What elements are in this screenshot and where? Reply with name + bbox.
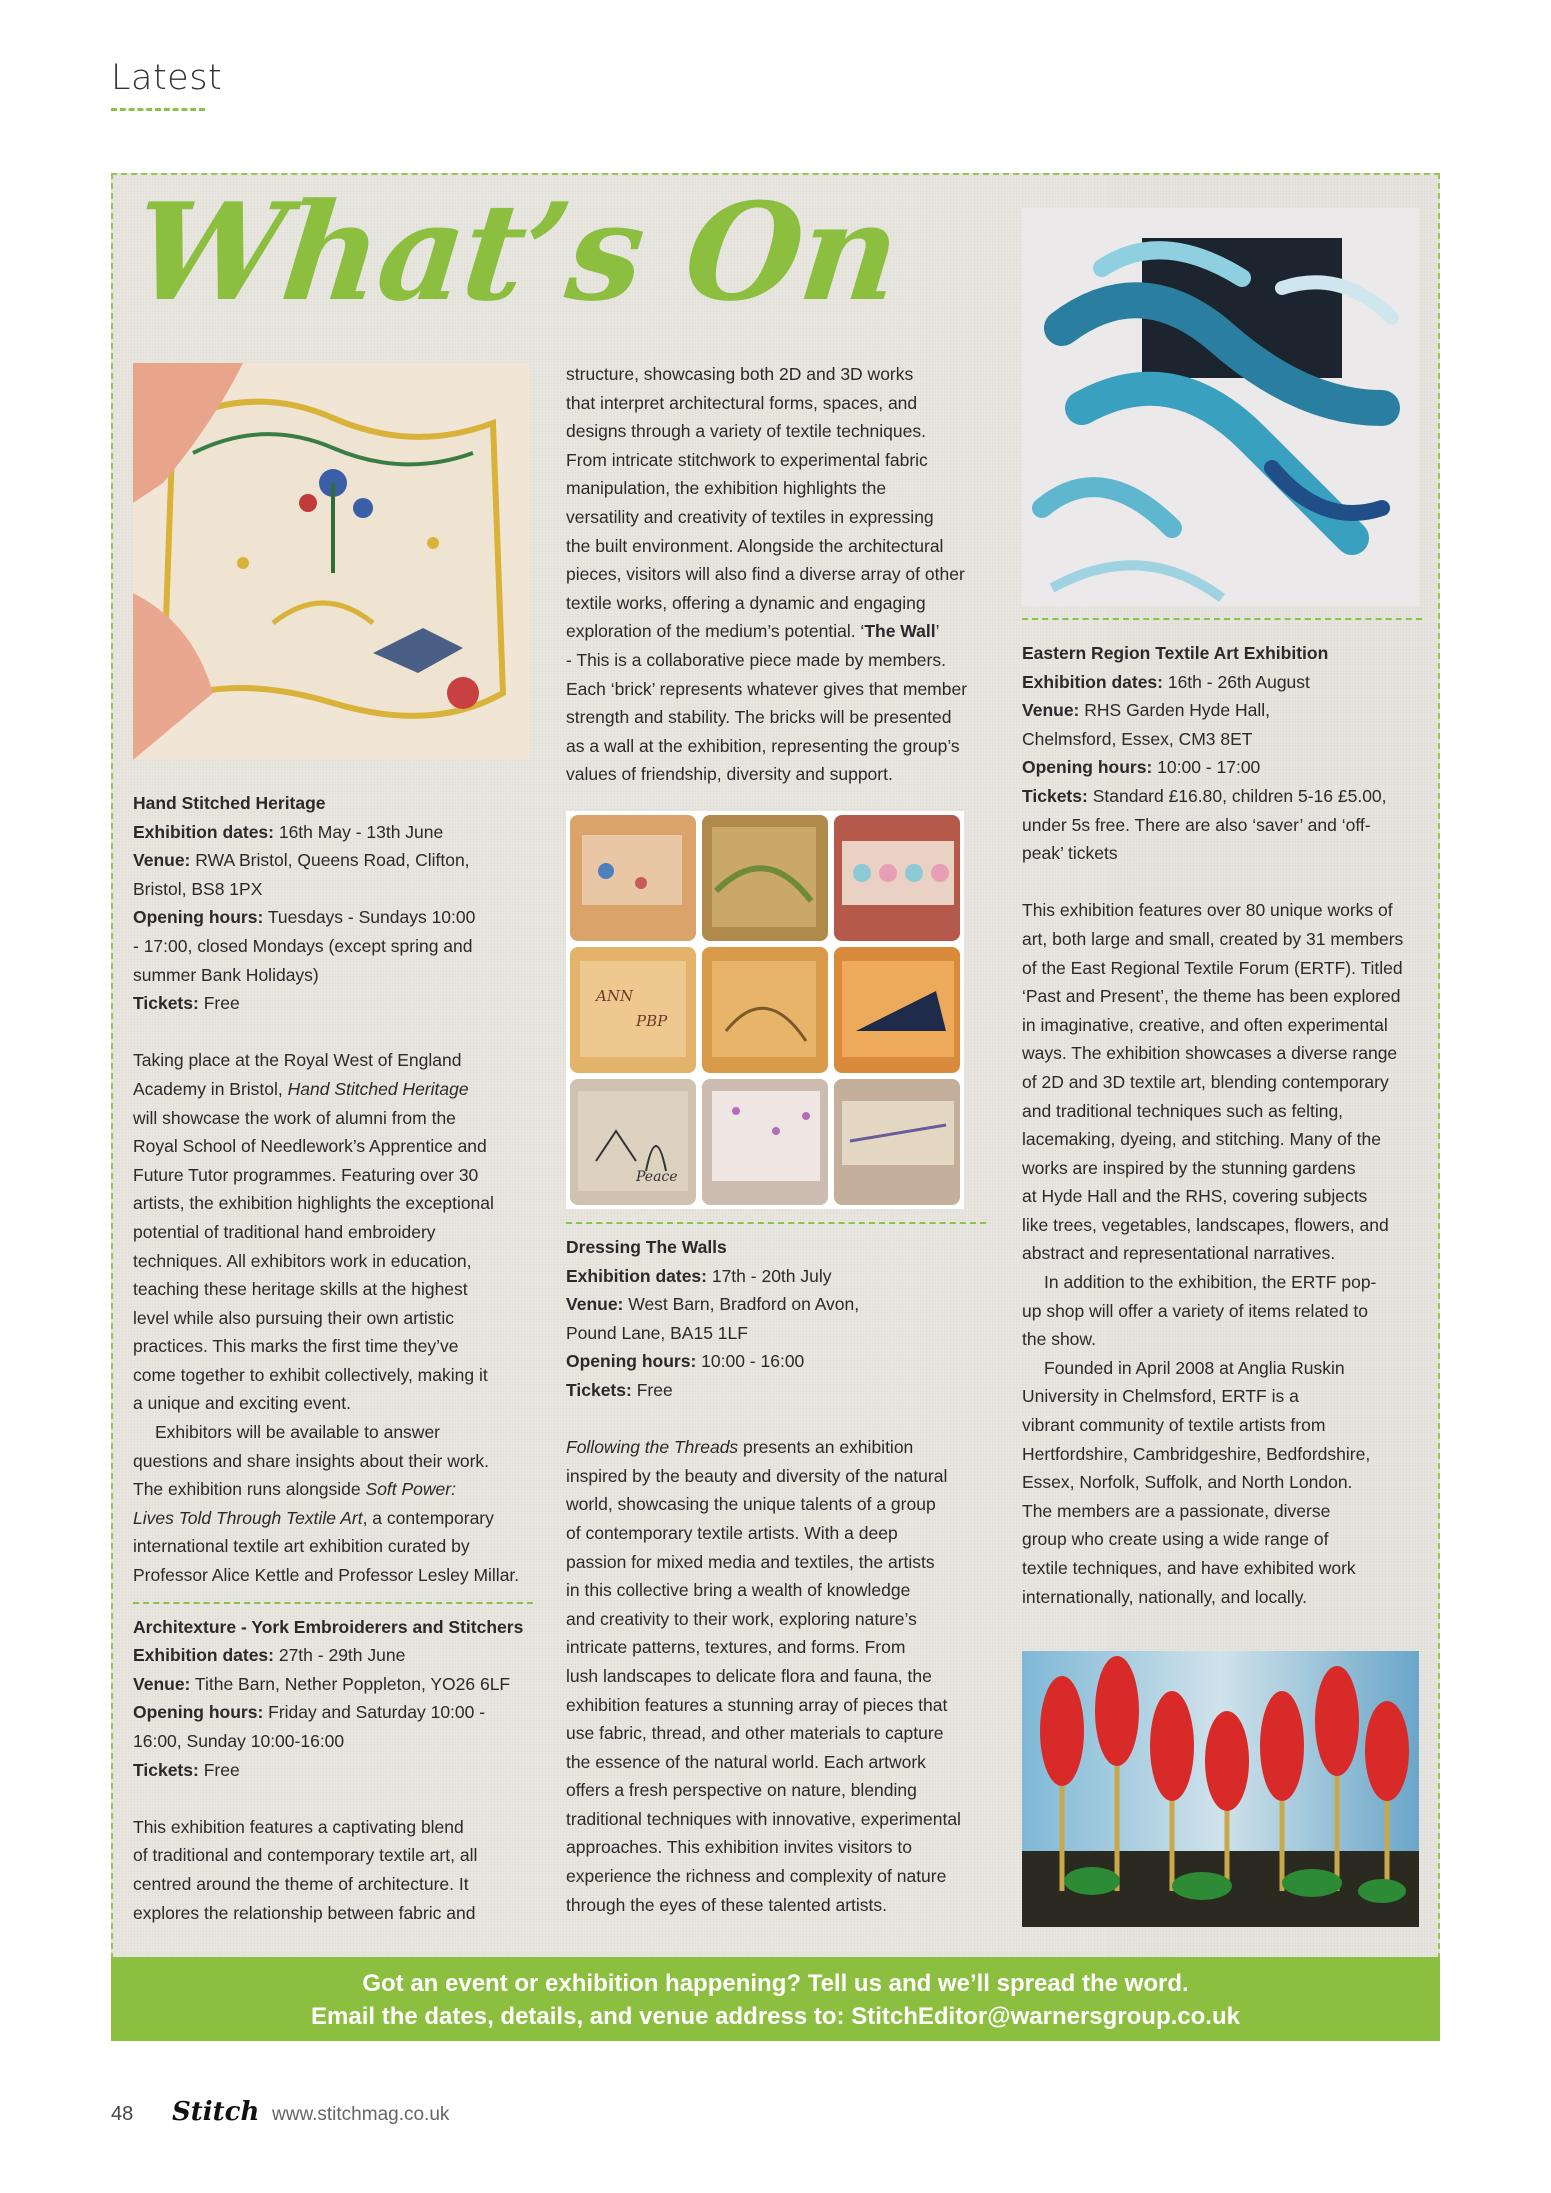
banner-line-1: Got an event or exhibition happening? Tell us and we’ll spread the word. — [362, 1970, 1189, 1997]
section-label: Latest — [111, 58, 223, 98]
event-divider — [133, 1602, 533, 1604]
column-3: Eastern Region Textile Art Exhibition Exhibition dates: 16th - 26th August Venue: RHS Garden Hyde Hall, Chelmsford, Essex, CM3 8ET Opening hours: 10:00 - 17:00 Tickets: Standard £16.80, children 5-16 £5.00, under 5s free. There are also ‘saver’ and ‘off- peak’ tickets This exhibition features over 80 unique works of art, both large and small, created by 31 members of the East Regional Textile Forum (ERTF). Titled ‘Past and Present’, the theme has been explored in imaginative, creative, and often experimental ways. The exhibition showcases a diverse range of 2D and 3D textile art, blending contemporary and traditional techniques such as felting, lacemaking, dyeing, and stitching. Many of the works are inspired by the stunning gardens at Hyde Hall and the RHS, covering subjects like trees, vegetables, landscapes, flowers, and abstract and representational narratives. In addition to the exhibition, the ERTF pop- up shop will offer a variety of items related to the show. Founded in April 2008 at Anglia Ruskin University in Chelmsford, ERTF is a vibrant community of textile artists from Hertfordshire, Cambridgeshire, Bedfordshire, Essex, Norfolk, Suffolk, and North London. The members are a passionate, diverse group who create using a wide range of textile techniques, and have exhibited work internationally, nationally, and locally. — [1022, 618, 1422, 1611]
column-2: structure, showcasing both 2D and 3D works that interpret architectural forms, spaces, and designs through a variety of textile techniques. From intricate stitchwork to experimental fabric manipulation, the exhibition highlights the versatility and creativity of textiles in expressing the built environment. Alongside the architectural pieces, visitors will also find a diverse array of other textile works, offering a dynamic and engaging exploration of the medium’s potential. ‘The Wall’ - This is a collaborative piece made by members. Each ‘brick’ represents whatever gives that member strength and stability. The bricks will be presented as a wall at the exhibition, representing the group’s values of friendship, diversity and support. — [566, 364, 968, 785]
page-number: 48 — [111, 2103, 134, 2125]
bricks-grid-illustration — [566, 811, 964, 1209]
photo-red-flowers-textile — [1022, 1651, 1419, 1927]
event-title-eastern-region: Eastern Region Textile Art Exhibition — [1022, 643, 1329, 663]
tile-text-peace: Peace — [636, 1169, 678, 1185]
event-divider — [1022, 618, 1422, 620]
photo-blue-textile-sculpture — [1022, 208, 1419, 606]
editor-email-link[interactable]: StitchEditor@warnersgroup.co.uk — [851, 2003, 1240, 2030]
sculpture-illustration — [1022, 208, 1419, 606]
event-divider — [566, 1222, 986, 1224]
column-2-lower: Dressing The Walls Exhibition dates: 17th - 20th July Venue: West Barn, Bradford on Avon, Pound Lane, BA15 1LF Opening hours: 10:00 - 16:00 Tickets: Free Following the Threads presents an exhibition inspired by the beauty and diversity of the natural world, showcasing the unique talents of a group of contemporary textile artists. With a deep passion for mixed media and textiles, the artists in this collective bring a wealth of knowledge and creativity to their work, exploring nature’s intricate patterns, textures, and forms. From lush landscapes to delicate flora and fauna, the exhibition features a stunning array of pieces that use fabric, thread, and other materials to capture the essence of the natural world. Each artwork offers a fresh perspective on nature, blending traditional techniques with innovative, experimental approaches. This exhibition invites visitors to experience the richness and complexity of nature through the eyes of these talented artists. — [566, 1222, 986, 1919]
photo-wall-bricks-grid — [566, 811, 964, 1209]
magazine-logo: Stitch — [172, 2097, 260, 2127]
submit-event-banner — [111, 1957, 1440, 2041]
website-url[interactable]: www.stitchmag.co.uk — [272, 2104, 450, 2125]
photo-hand-embroidery — [133, 363, 530, 760]
tile-text-pbp: PBP — [636, 1012, 668, 1030]
tile-text-ann: ANN — [596, 987, 634, 1005]
event-title-dressing-the-walls: Dressing The Walls — [566, 1237, 727, 1257]
flowers-illustration — [1022, 1651, 1419, 1927]
event-title-architexture: Architexture - York Embroiderers and Stitchers — [133, 1616, 524, 1637]
column-1: Hand Stitched Heritage Exhibition dates: 16th May - 13th June Venue: RWA Bristol, Queens Road, Clifton, Bristol, BS8 1PX Opening hours: Tuesdays - Sundays 10:00 - 17:00, closed Mondays (except spring and summer Bank Holidays) Tickets: Free Taking place at the Royal West of England Academy in Bristol, Hand Stitched Heritage will showcase the work of alumni from the Royal School of Needlework’s Apprentice and Future Tutor programmes. Featuring over 30 artists, the exhibition highlights the exceptional potential of traditional hand embroidery techniques. All exhibitors work in education, teaching these heritage skills at the highest level while also pursuing their own artistic practices. This marks the first time they’ve come together to exhibit collectively, making it a unique and exciting event. Exhibitors will be available to answer questions and share insights about their work. The exhibition runs alongside Soft Power: Lives Told Through Textile Art, a contemporary international textile art exhibition curated by Professor Alice Kettle and Professor Lesley Millar. Architexture - York Embroiderers and Stitchers Exhibition dates: 27th - 29th June Venue: Tithe Barn, Nether Poppleton, YO26 6LF Opening hours: Friday and Saturday 10:00 - 16:00, Sunday 10:00-16:00 Tickets: Free This exhibition features a captivating blend of traditional and contemporary textile art, all centred around the theme of architecture. It explores the relationship between fabric and — [133, 789, 533, 1927]
banner-line-2: Email the dates, details, and venue address to: StitchEditor@warnersgroup.co.uk — [311, 2003, 1240, 2030]
embroidery-illustration — [133, 363, 530, 760]
section-divider — [111, 108, 205, 111]
event-title-hand-stitched-heritage: Hand Stitched Heritage — [133, 793, 326, 813]
page-title: What’s On — [126, 173, 905, 331]
